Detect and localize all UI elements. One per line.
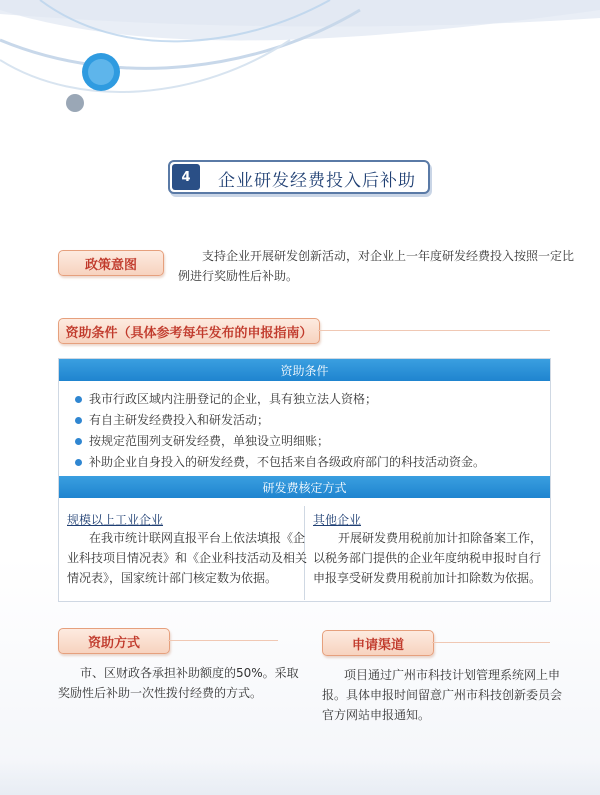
bullet-icon [75,438,82,445]
policy-intent-label: 政策意图 [58,250,164,276]
section-title-box [168,160,430,194]
policy-intent-line2: 例进行奖励性后补助。 [178,269,299,283]
conditions-table [58,358,551,602]
bubble-small-icon [66,94,84,112]
section-title: 企业研发经费投入后补助 [218,171,416,191]
bullet-icon [75,396,82,403]
bullet-icon [75,417,82,424]
channel-line3: 官方网站申报通知。 [322,708,431,722]
other-enterprise-line1: 开展研发费用税前加计扣除备案工作， [338,531,543,545]
channel-line2: 报。具体申报时间留意广州市科技创新委员会 [322,688,563,702]
funding-label-rule [168,640,278,641]
funding-line2: 奖励性后补助一次性拨付经费的方式。 [58,686,263,700]
policy-intent-line1: 支持企业开展研发创新活动，对企业上一年度研发经费投入按照一定比 [202,249,575,263]
funding-method-label: 资助方式 [58,628,170,654]
footer-shade [0,760,600,795]
channel-line1: 项目通过广州市科技计划管理系统网上申 [344,668,561,682]
channel-label-rule [432,642,550,643]
other-enterprise-title: 其他企业 [313,513,362,527]
conditions-label-rule [318,330,550,331]
section-number: 4 [172,164,200,190]
verify-method-header: 研发费核定方式 [59,476,550,498]
header-decoration [0,0,600,140]
list-item: 我市行政区域内注册登记的企业，具有独立法人资格； [75,389,485,410]
conditions-table-header: 资助条件 [59,359,550,381]
large-industrial-line2: 业科技项目情况表》和《企业科技活动及相关 [67,551,308,565]
funding-line1: 市、区财政各承担补助额度的50%。采取 [80,666,299,680]
other-enterprise-line2: 以税务部门提供的企业年度纳税申报时自行 [313,551,542,565]
list-item: 补助企业自身投入的研发经费，不包括来自各级政府部门的科技活动资金。 [75,452,485,473]
bullet-icon [75,459,82,466]
large-industrial-line3: 情况表》，国家统计部门核定数为依据。 [67,571,278,585]
list-item: 按规定范围列支研发经费，单独设立明细账； [75,431,485,452]
list-item: 有自主研发经费投入和研发活动； [75,410,485,431]
conditions-list [75,389,485,473]
other-enterprise-line3: 申报享受研发费用税前加计扣除数为依据。 [313,571,542,585]
application-channel-label: 申请渠道 [322,630,434,656]
large-industrial-line1: 在我市统计联网直报平台上依法填报《企 [89,531,306,545]
conditions-label: 资助条件（具体参考每年发布的申报指南） [58,318,320,344]
large-industrial-title: 规模以上工业企业 [67,513,164,527]
